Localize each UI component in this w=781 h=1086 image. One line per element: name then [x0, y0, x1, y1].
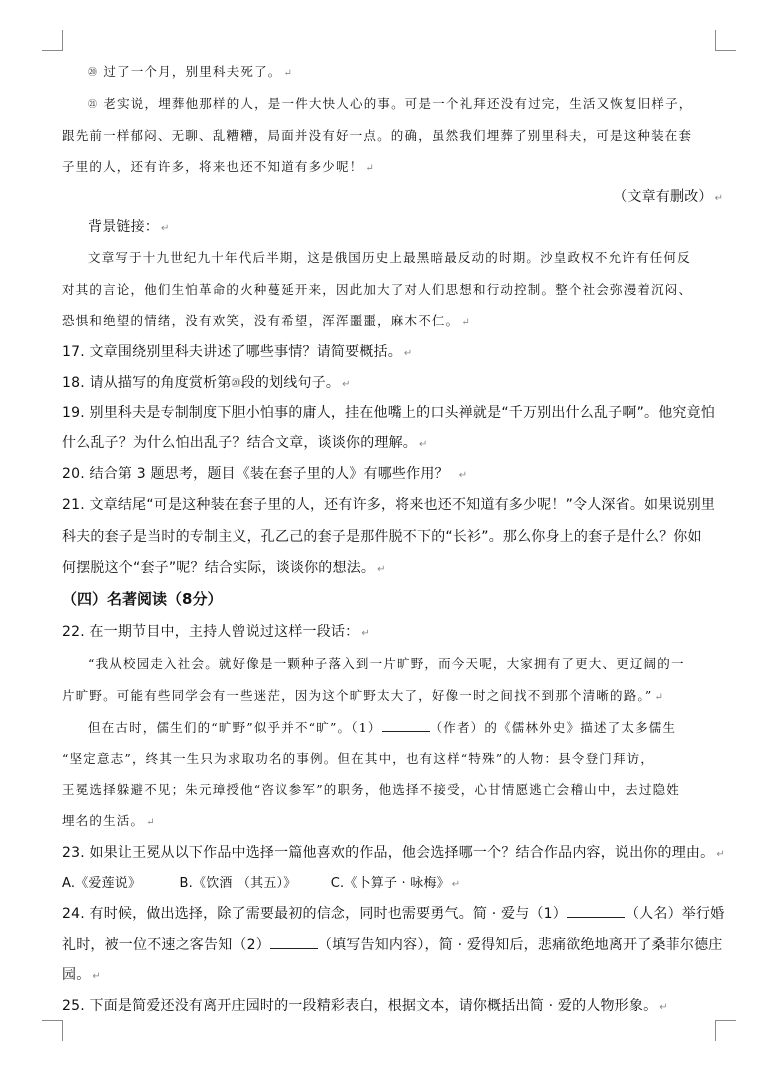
corner-mark-top-right [715, 30, 736, 51]
corner-mark-bottom-right [715, 1020, 736, 1041]
question-23: 23. 如果让王冕从以下作品中选择一篇他喜欢的作品，他会选择哪一个？结合作品内容，说出你的理由。 ↵ [62, 845, 725, 861]
question-23-options: A.《爱莲说》 B.《饮酒 （其五）》 C.《卜算子 · 咏梅》 ↵ [62, 876, 461, 891]
section-heading: （四）名著阅读（8分） [62, 590, 223, 608]
story-line-1: 但在古时，儒生们的“旷野”似乎并不“旷”。（1） （作者）的《儒林外史》描述了太多儒生 [88, 720, 677, 735]
question-21-line-2: 科夫的套子是当时的专制主义，孔乙己的套子是那件脱不下的“长衫”。那么你身上的套子是什么？你如 [62, 529, 702, 545]
background-line-3: 恐惧和绝望的情绪，没有欢笑，没有希望，浑浑噩噩，麻木不仁。 ↵ [62, 313, 470, 328]
corner-mark-bottom-left [42, 1020, 63, 1041]
story-line-4: 埋名的生活。 ↵ [62, 813, 155, 828]
question-20: 20. 结合第 3 题思考，题目《装在套子里的人》有哪些作用？ ↵ [62, 466, 468, 482]
passage-paragraph-21-line-1: ㉑ 老实说，埋葬他那样的人，是一件大快人心的事。可是一个礼拜还没有过完，生活又恢复旧样子， [88, 96, 693, 111]
question-24-line-2: 礼时，被一位不速之客告知（2） （填写告知内容），简 · 爱得知后，悲痛欲绝地离开了桑菲尔德庄 [62, 937, 723, 953]
background-label: 背景链接： ↵ [88, 219, 170, 235]
answer-blank[interactable] [270, 936, 318, 949]
background-line-2: 对其的言论，他们生怕革命的火种蔓延开来，因此加大了对人们思想和行动控制。整个社会弥漫着沉闷、 [62, 282, 693, 297]
question-21-line-3: 何摆脱这个“套子”呢？结合实际，谈谈你的想法。 ↵ [62, 560, 386, 576]
question-19-line-2: 什么乱子？为什么怕出乱子？结合文章，谈谈你的理解。 ↵ [62, 435, 428, 451]
question-21-line-1: 21. 文章结尾“可是这种装在套子里的人，还有许多，将来也还不知道有多少呢！”令人深省。如果说别里 [62, 497, 716, 513]
question-17: 17. 文章围绕别里科夫讲述了哪些事情？请简要概括。 ↵ [62, 344, 413, 360]
question-25: 25. 下面是简爱还没有离开庄园时的一段精彩表白，根据文本，请你概括出简 · 爱的人物形象。 ↵ [62, 998, 668, 1014]
question-22: 22. 在一期节目中，主持人曾说过这样一段话： ↵ [62, 624, 370, 640]
passage-paragraph-21-line-3: 子里的人，还有许多，将来也还不知道有多少呢！ ↵ [62, 159, 374, 174]
question-18: 18. 请从描写的角度赏析第⑳段的划线句子。 ↵ [62, 375, 351, 391]
edit-note: （文章有删改） ↵ [613, 189, 723, 205]
question-24-line-1: 24. 有时候，做出选择，除了需要最初的信念，同时也需要勇气。简 · 爱与（1） （人名）举行婚 [62, 906, 725, 922]
option-b: B.《饮酒 （其五）》 [179, 876, 297, 891]
option-a: A.《爱莲说》 [62, 876, 142, 891]
option-c: C.《卜算子 · 咏梅》 [330, 876, 450, 891]
paragraph-number: ㉑ [88, 100, 99, 110]
question-24-line-3: 园。 ↵ [62, 967, 101, 983]
story-line-2: “坚定意志”，终其一生只为求取功名的事例。但在其中，也有这样“特殊”的人物：县令登门拜访， [62, 751, 655, 766]
paragraph-number: ⑳ [231, 379, 241, 389]
question-19-line-1: 19. 别里科夫是专制制度下胆小怕事的庸人，挂在他嘴上的口头禅就是“千万别出什么乱子啊”。他究竟怕 [62, 405, 716, 421]
story-line-3: 王冕选择躲避不见；朱元璋授他“咨议参军”的职务，他选择不接受，心甘情愿逃亡会稽山中，去过隐姓 [62, 782, 680, 797]
passage-paragraph-20: ⑳ 过了一个月，别里科夫死了。 ↵ [88, 64, 292, 79]
answer-blank[interactable] [567, 905, 625, 918]
passage-paragraph-21-line-2: 跟先前一样郁闷、无聊、乱糟糟，局面并没有好一点。的确，虽然我们埋葬了别里科夫，可是这种装在套 [62, 128, 693, 143]
corner-mark-top-left [42, 30, 63, 51]
paragraph-number: ⑳ [88, 68, 99, 78]
answer-blank[interactable] [382, 719, 430, 732]
quote-line-2: 片旷野。可能有些同学会有一些迷茫，因为这个旷野太大了，好像一时之间找不到那个清晰的路。” ↵ [62, 688, 663, 703]
background-line-1: 文章写于十九世纪九十年代后半期，这是俄国历史上最黑暗最反动的时期。沙皇政权不允许有任何反 [88, 250, 691, 265]
quote-line-1: “我从校园走入社会。就好像是一颗种子落入到一片旷野，而今天呢，大家拥有了更大、更辽阔的一 [88, 656, 685, 671]
